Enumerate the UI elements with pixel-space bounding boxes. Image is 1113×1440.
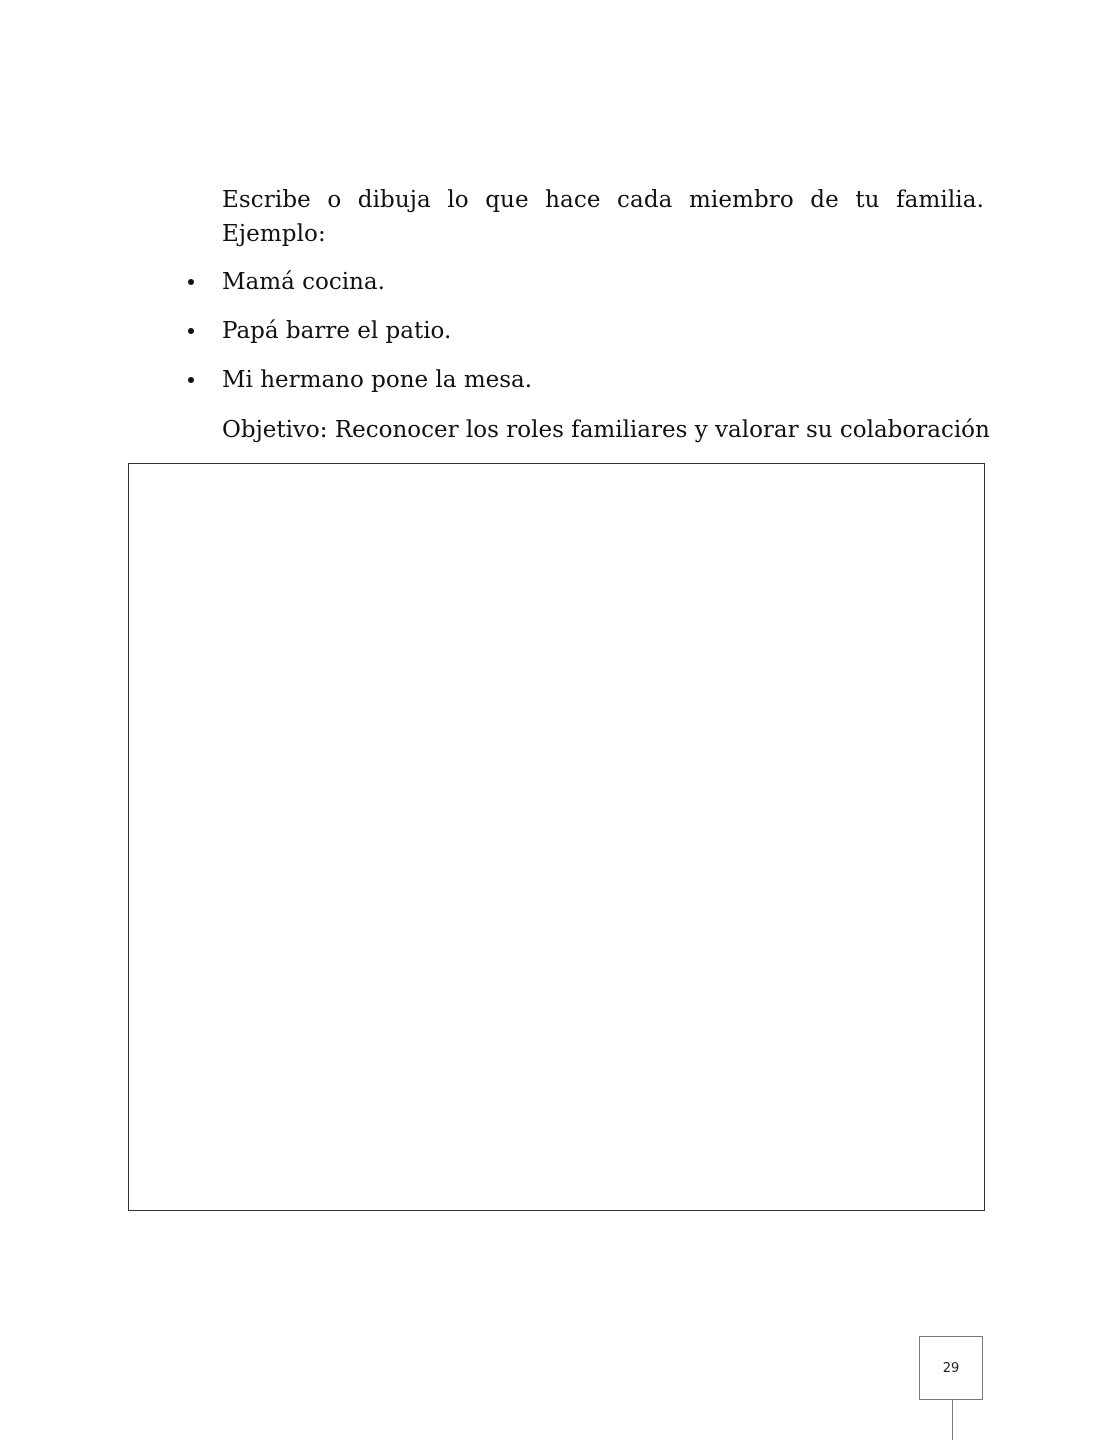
drawing-area[interactable] [128,463,985,1211]
objective-text: Objetivo: Reconocer los roles familiares y valorar su colaboración [222,417,990,443]
list-item-text: Mamá cocina. [222,269,385,295]
list-item-text: Mi hermano pone la mesa. [222,367,533,393]
page-number: 29 [942,1360,960,1376]
list-item-text: Papá barre el patio. [222,318,452,344]
example-list [186,265,986,412]
page-number-line [952,1399,953,1440]
list-item [186,314,986,363]
bullet-icon [188,279,194,285]
list-item [186,363,986,412]
bullet-icon [188,377,194,383]
list-item [186,265,986,314]
bullet-icon [188,328,194,334]
page-number-box [919,1336,983,1400]
instruction-text: Escribe o dibuja lo que hace cada miembro de tu familia. Ejemplo: [222,187,984,247]
